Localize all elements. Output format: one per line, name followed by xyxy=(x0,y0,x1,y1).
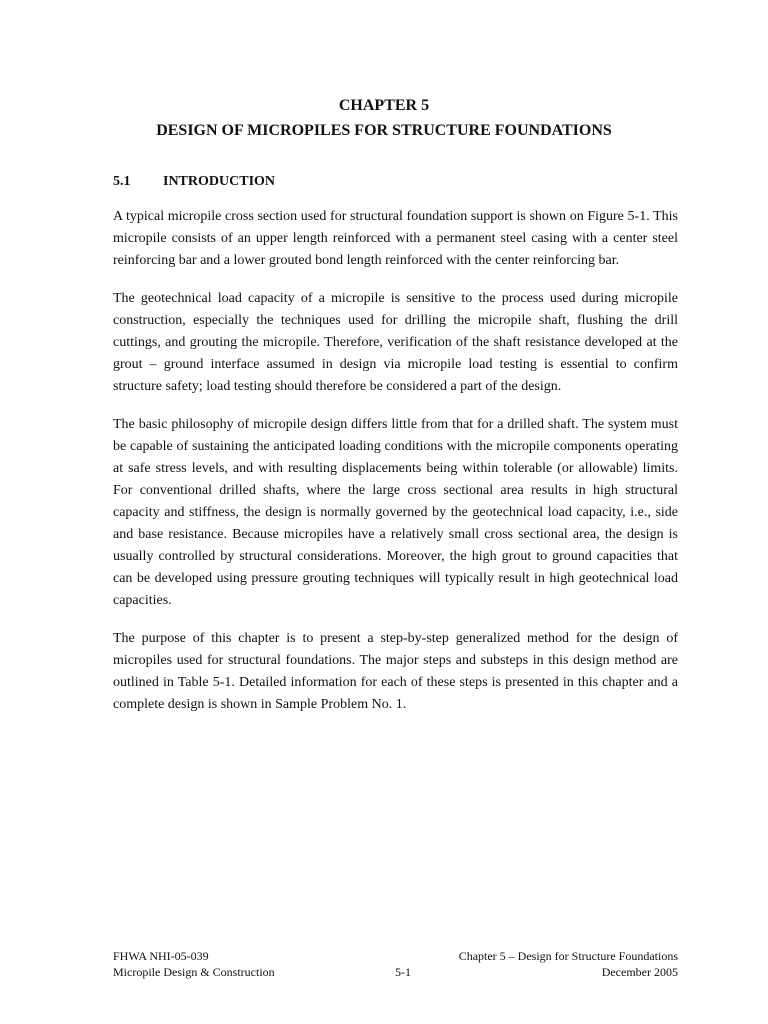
chapter-number: CHAPTER 5 xyxy=(338,97,430,114)
footer-date: December 2005 xyxy=(601,965,678,979)
body-text xyxy=(113,206,678,732)
footer-chapter-label: Chapter 5 – Design for Structure Foundations xyxy=(458,949,678,963)
section-title: INTRODUCTION xyxy=(163,174,276,189)
footer-page-number: 5-1 xyxy=(395,965,411,979)
footer-doc-title: Micropile Design & Construction xyxy=(113,965,275,979)
chapter-title: DESIGN OF MICROPILES FOR STRUCTURE FOUNDATIONS xyxy=(156,122,612,139)
section-heading xyxy=(113,172,275,192)
paragraph-4: The purpose of this chapter is to present a step-by-step generalized method for the design of micropiles used for structural foundations. The major steps and substeps in this design method are outlined in Table 5-1. Detailed information for each of these steps is presented in this chapter and a complete design is shown in Sample Problem No. 1. xyxy=(113,631,678,712)
chapter-heading xyxy=(0,93,768,143)
footer-doc-id: FHWA NHI-05-039 xyxy=(113,949,209,963)
page-footer xyxy=(113,948,678,980)
section-number: 5.1 xyxy=(113,174,131,189)
paragraph-2: The geotechnical load capacity of a micropile is sensitive to the process used during micropile construction, especially the techniques used for drilling the micropile shaft, flushing the drill cuttings, and grouting the micropile. Therefore, verification of the shaft resistance developed at the grout – ground interface assumed in design via micropile load testing is essential to confirm structure safety; load testing should therefore be considered a part of the design. xyxy=(113,291,678,394)
paragraph-3: The basic philosophy of micropile design differs little from that for a drilled shaft. The system must be capable of sustaining the anticipated loading conditions with the micropile components operating at safe stress levels, and with resulting displacements being within tolerable (or allowable) limits. For conventional drilled shafts, where the large cross sectional area results in high structural capacity and stiffness, the design is normally governed by the geotechnical load capacity, i.e., side and base resistance. Because micropiles have a relatively small cross sectional area, the design is usually controlled by structural considerations. Moreover, the high grout to ground capacities that can be developed using pressure grouting techniques will typically result in high geotechnical load capacities. xyxy=(113,417,678,608)
paragraph-1: A typical micropile cross section used for structural foundation support is shown on Figure 5-1. This micropile consists of an upper length reinforced with a permanent steel casing with a center steel reinforcing bar and a lower grouted bond length reinforced with the center reinforcing bar. xyxy=(113,209,678,268)
